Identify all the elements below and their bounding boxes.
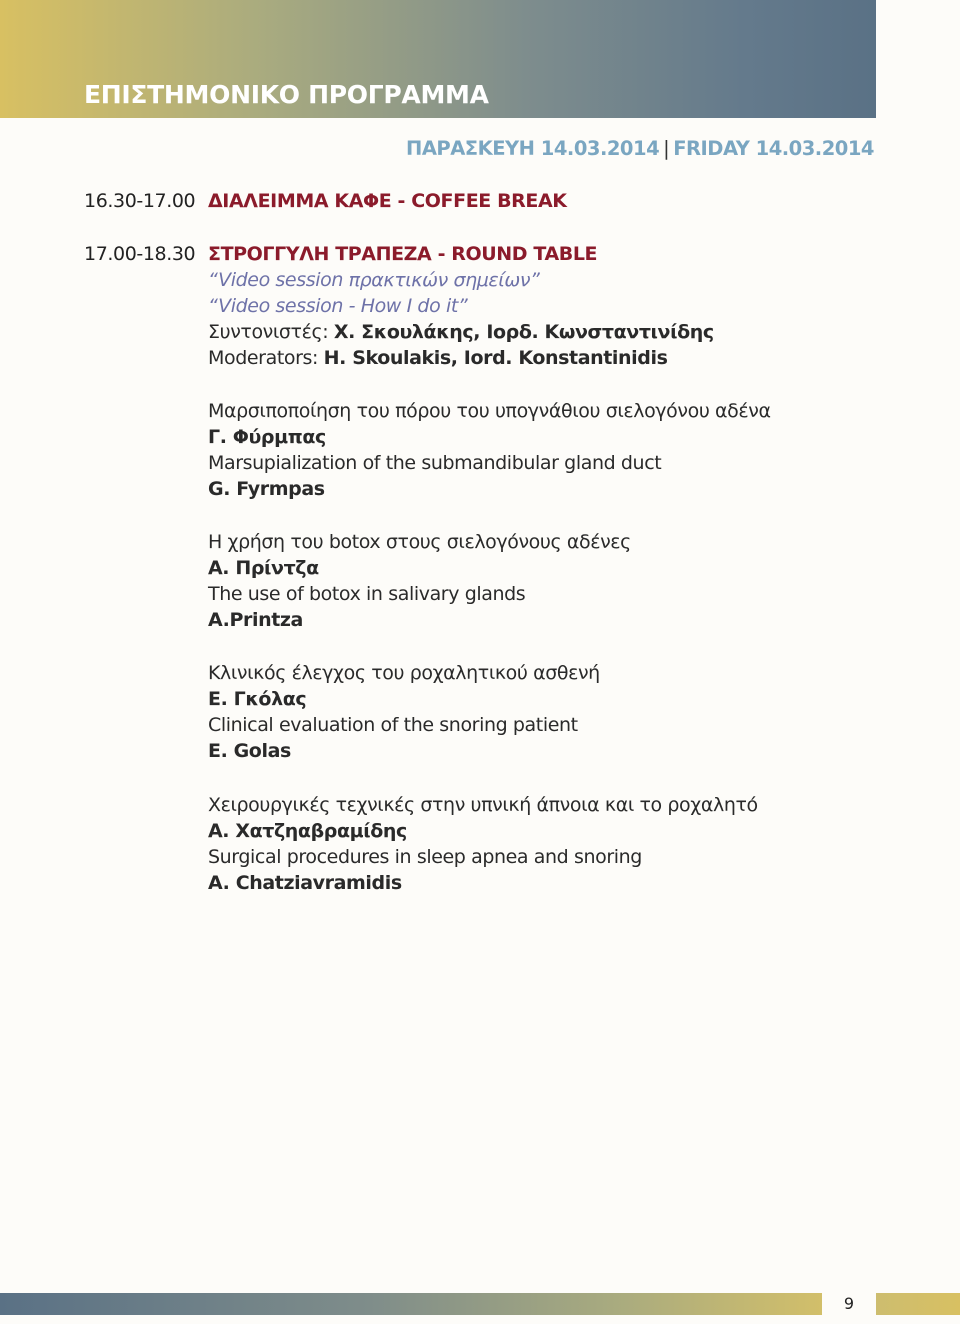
date-separator: | — [663, 137, 670, 160]
talk-speaker-gr: Ε. Γκόλας — [208, 688, 307, 710]
round-table-subtitle-gr: “Video session πρακτικών σημείων” — [208, 269, 540, 291]
talk-title-gr: Χειρουργικές τεχνικές στην υπνική άπνοια και το ροχαλητό — [208, 794, 758, 816]
talk-speaker-en: G. Fyrmpas — [208, 478, 325, 500]
date-english: FRIDAY 14.03.2014 — [673, 137, 874, 160]
coffee-title: ΔΙΑΛΕΙΜΜΑ ΚΑΦΕ - COFFEE BREAK — [208, 190, 567, 212]
talk-title-en: The use of botox in salivary glands — [208, 583, 526, 605]
round-table-title: ΣΤΡΟΓΓΥΛΗ ΤΡΑΠΕΖΑ - ROUND TABLE — [208, 243, 598, 265]
round-table-subtitle-en: “Video session - How I do it” — [208, 295, 468, 317]
moderators-en — [208, 347, 668, 369]
footer-band-right — [876, 1293, 960, 1315]
talk-speaker-gr: Γ. Φύρμπας — [208, 426, 326, 448]
talk-speaker-en: E. Golas — [208, 740, 291, 762]
talk-title-gr: Η χρήση του botox στους σιελογόνους αδένες — [208, 531, 631, 553]
moderators-en-names: H. Skoulakis, Iord. Konstantinidis — [323, 347, 668, 369]
date-greek: ΠΑΡΑΣΚΕΥΗ 14.03.2014 — [406, 137, 660, 160]
moderators-gr-label: Συντονιστές: — [208, 321, 329, 343]
date-line — [406, 137, 874, 160]
moderators-en-label: Moderators: — [208, 347, 319, 369]
moderators-gr-names: Χ. Σκουλάκης, Ιορδ. Κωνσταντινίδης — [333, 321, 714, 343]
footer-band-left — [0, 1293, 822, 1315]
talk-speaker-gr: Α. Χατζηαβραμίδης — [208, 820, 407, 842]
talk-speaker-en: A. Chatziavramidis — [208, 872, 402, 894]
page-number: 9 — [843, 1294, 855, 1313]
moderators-gr — [208, 321, 714, 343]
talk-title-en: Marsupialization of the submandibular gland duct — [208, 452, 662, 474]
page-title: ΕΠΙΣΤΗΜΟΝΙΚΟ ΠΡΟΓΡΑΜΜΑ — [84, 80, 489, 109]
talk-speaker-gr: Α. Πρίντζα — [208, 557, 319, 579]
round-table-time: 17.00-18.30 — [84, 243, 196, 265]
talk-title-gr: Μαρσιποποίηση του πόρου του υπογνάθιου σιελογόνου αδένα — [208, 400, 771, 422]
talk-title-en: Clinical evaluation of the snoring patient — [208, 714, 578, 736]
talk-title-gr: Κλινικός έλεγχος του ροχαλητικού ασθενή — [208, 662, 600, 684]
talk-title-en: Surgical procedures in sleep apnea and snoring — [208, 846, 642, 868]
talk-speaker-en: A.Printza — [208, 609, 303, 631]
coffee-time: 16.30-17.00 — [84, 190, 196, 212]
